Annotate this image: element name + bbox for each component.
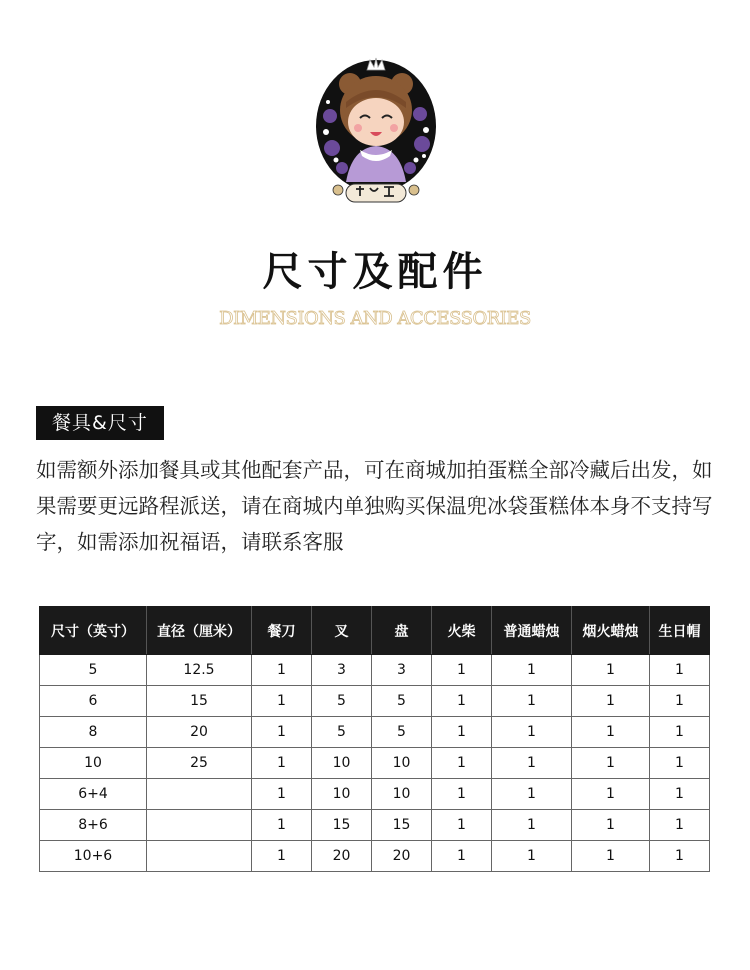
header-knife: 餐刀 — [252, 607, 312, 655]
cell-knife: 1 — [252, 717, 312, 748]
cell-plate: 15 — [372, 810, 432, 841]
table-row — [40, 686, 710, 717]
cell-fork: 10 — [312, 779, 372, 810]
cell-candle: 1 — [492, 810, 572, 841]
table-row — [40, 841, 710, 872]
cell-knife: 1 — [252, 841, 312, 872]
header-size: 尺寸（英寸） — [40, 607, 147, 655]
cell-plate: 5 — [372, 686, 432, 717]
header-firework-candle: 烟火蜡烛 — [572, 607, 650, 655]
table-row — [40, 779, 710, 810]
cell-match: 1 — [432, 686, 492, 717]
section-tag: 餐具&尺寸 — [36, 406, 164, 440]
cell-size: 5 — [40, 655, 147, 686]
logo-illustration — [312, 56, 440, 208]
cell-firework-candle: 1 — [572, 841, 650, 872]
cell-match: 1 — [432, 779, 492, 810]
cell-firework-candle: 1 — [572, 779, 650, 810]
cell-fork: 3 — [312, 655, 372, 686]
cell-candle: 1 — [492, 748, 572, 779]
cell-birthday-hat: 1 — [650, 717, 710, 748]
cell-fork: 5 — [312, 717, 372, 748]
cell-match: 1 — [432, 810, 492, 841]
cell-diameter: 15 — [147, 686, 252, 717]
table-row — [40, 655, 710, 686]
cell-diameter: 20 — [147, 717, 252, 748]
cell-knife: 1 — [252, 748, 312, 779]
cell-plate: 20 — [372, 841, 432, 872]
cell-match: 1 — [432, 655, 492, 686]
cell-diameter: 25 — [147, 748, 252, 779]
cell-fork: 20 — [312, 841, 372, 872]
cell-diameter: 12.5 — [147, 655, 252, 686]
cell-diameter — [147, 810, 252, 841]
cell-candle: 1 — [492, 841, 572, 872]
cell-fork: 15 — [312, 810, 372, 841]
page-title: 尺寸及配件 — [262, 249, 488, 295]
header-birthday-hat: 生日帽 — [650, 607, 710, 655]
cell-birthday-hat: 1 — [650, 841, 710, 872]
cell-plate: 10 — [372, 779, 432, 810]
cell-candle: 1 — [492, 655, 572, 686]
header-diameter: 直径（厘米） — [147, 607, 252, 655]
cell-knife: 1 — [252, 686, 312, 717]
cell-size: 8 — [40, 717, 147, 748]
cell-match: 1 — [432, 748, 492, 779]
spec-table — [39, 606, 710, 872]
cell-firework-candle: 1 — [572, 748, 650, 779]
cell-size: 8+6 — [40, 810, 147, 841]
cell-candle: 1 — [492, 686, 572, 717]
cell-birthday-hat: 1 — [650, 748, 710, 779]
header-plate: 盘 — [372, 607, 432, 655]
table-row — [40, 810, 710, 841]
cell-birthday-hat: 1 — [650, 810, 710, 841]
cell-diameter — [147, 841, 252, 872]
cell-candle: 1 — [492, 717, 572, 748]
cell-knife: 1 — [252, 810, 312, 841]
header-match: 火柴 — [432, 607, 492, 655]
cell-size: 6 — [40, 686, 147, 717]
table-header-row — [40, 607, 710, 655]
table-row — [40, 748, 710, 779]
cell-firework-candle: 1 — [572, 717, 650, 748]
cell-firework-candle: 1 — [572, 810, 650, 841]
section-description: 如需额外添加餐具或其他配套产品，可在商城加拍蛋糕全部冷藏后出发，如果需要更远路程派送，请在商城内单独购买保温兜冰袋蛋糕体本身不支持写字，如需添加祝福语，请联系客服 — [36, 458, 713, 554]
cell-birthday-hat: 1 — [650, 779, 710, 810]
cell-fork: 10 — [312, 748, 372, 779]
cell-size: 10+6 — [40, 841, 147, 872]
page-subtitle: DIMENSIONS AND ACCESSORIES — [219, 308, 531, 329]
cell-match: 1 — [432, 717, 492, 748]
cell-candle: 1 — [492, 779, 572, 810]
cell-birthday-hat: 1 — [650, 686, 710, 717]
cell-size: 6+4 — [40, 779, 147, 810]
table-row — [40, 717, 710, 748]
cell-birthday-hat: 1 — [650, 655, 710, 686]
brand-logo — [312, 56, 440, 208]
header-fork: 叉 — [312, 607, 372, 655]
cell-size: 10 — [40, 748, 147, 779]
cell-knife: 1 — [252, 779, 312, 810]
cell-firework-candle: 1 — [572, 686, 650, 717]
cell-plate: 5 — [372, 717, 432, 748]
cell-match: 1 — [432, 841, 492, 872]
cell-diameter — [147, 779, 252, 810]
cell-firework-candle: 1 — [572, 655, 650, 686]
cell-plate: 10 — [372, 748, 432, 779]
cell-knife: 1 — [252, 655, 312, 686]
header-candle: 普通蜡烛 — [492, 607, 572, 655]
cell-fork: 5 — [312, 686, 372, 717]
cell-plate: 3 — [372, 655, 432, 686]
